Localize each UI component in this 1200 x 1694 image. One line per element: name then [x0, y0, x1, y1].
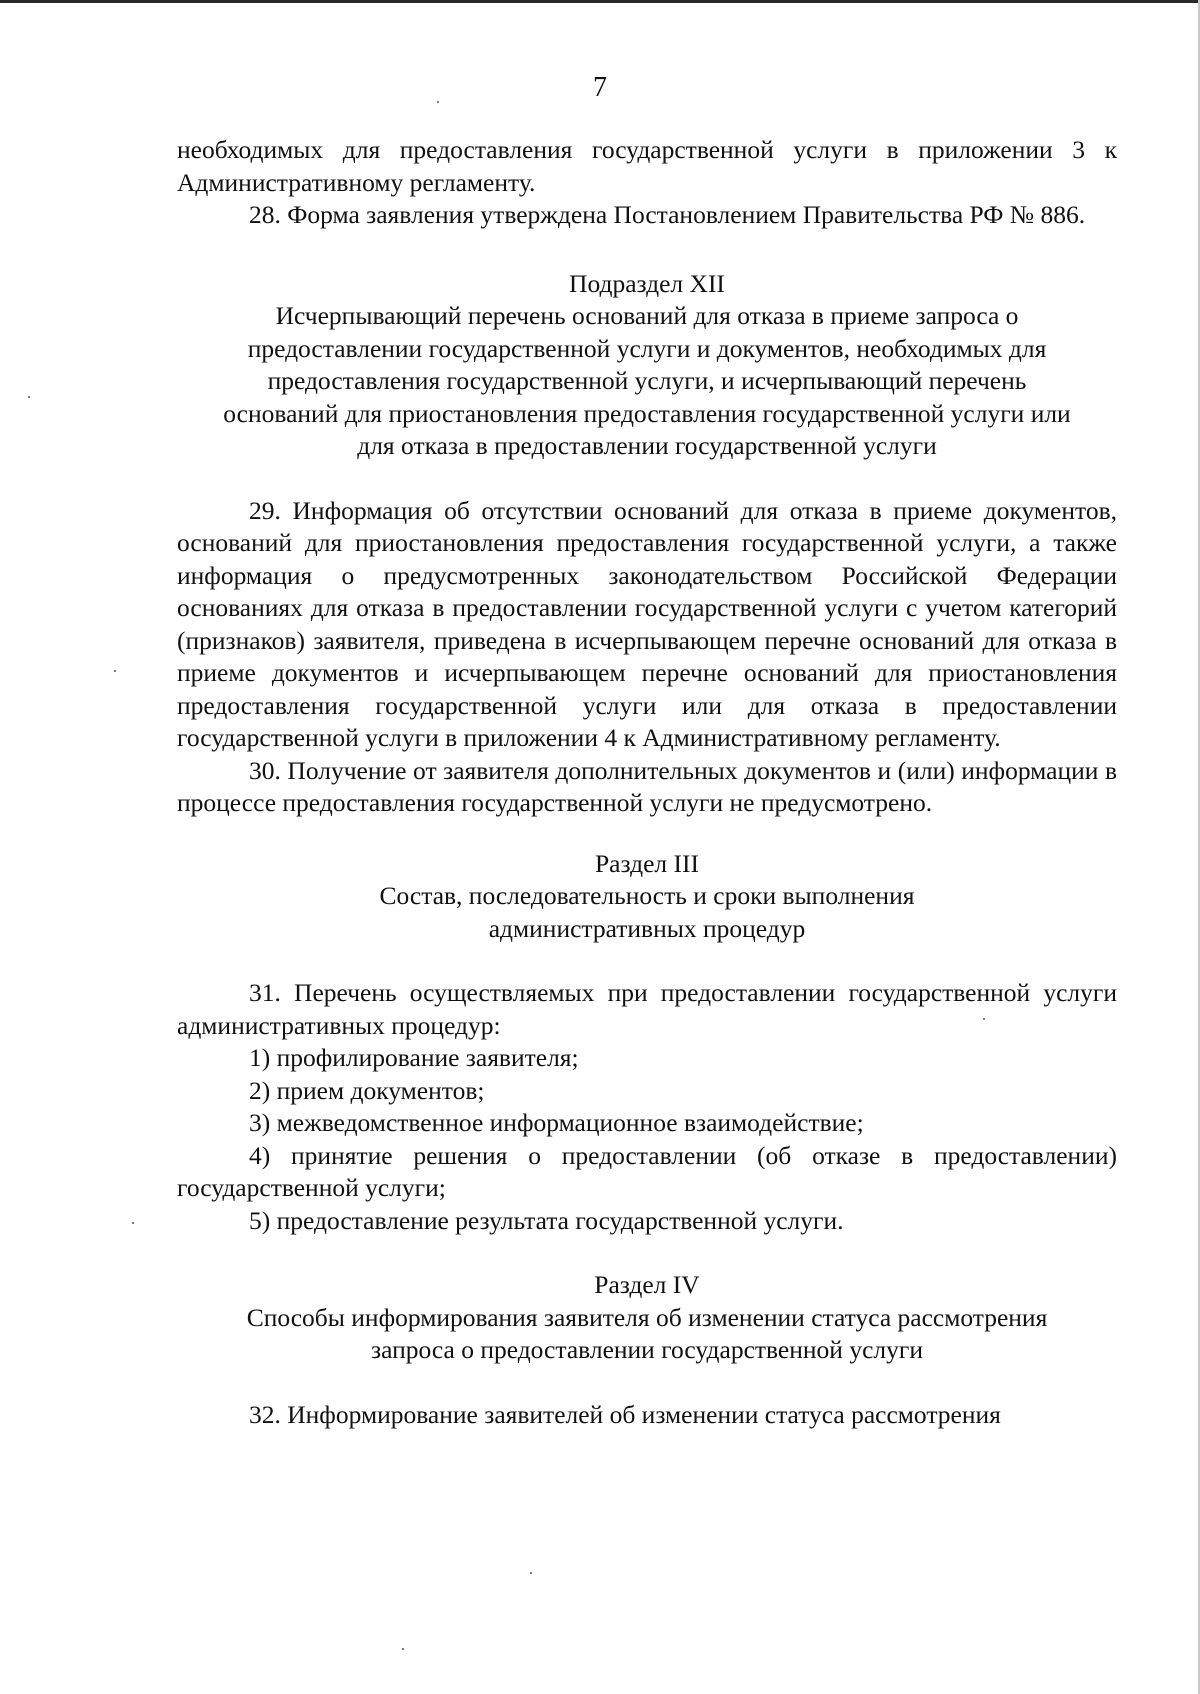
section-3-title-line: Состав, последовательность и сроки выполнения: [379, 881, 915, 910]
section-4-title-line: Способы информирования заявителя об изменении статуса рассмотрения: [246, 1302, 1048, 1332]
section-3-label: Раздел III: [595, 848, 699, 878]
spacer: [177, 1237, 1117, 1269]
procedure-item: 5) предоставление результата государственной услуги.: [249, 1205, 844, 1235]
procedure-item: 3) межведомственное информационное взаимодействие;: [249, 1108, 864, 1137]
paragraph-31: 31. Перечень осуществляемых при предоставлении государственной услуги административных процедур:: [177, 978, 1117, 1040]
section-3-title-line: административных процедур: [488, 913, 806, 943]
page-number: 7: [593, 72, 607, 103]
spacer: [177, 463, 1117, 495]
scan-speck: [530, 1572, 532, 1574]
subsection-12-label: Подраздел XII: [569, 268, 725, 298]
spacer: [177, 1367, 1117, 1399]
paragraph-28: 28. Форма заявления утверждена Постановлением Правительства РФ № 886.: [249, 200, 1086, 229]
subsection-12-title-line: предоставления государственной услуги, и исчерпывающий перечень: [267, 366, 1027, 395]
scan-top-border: [0, 0, 1200, 3]
spacer: [177, 945, 1117, 977]
paragraph-29: 29. Информация об отсутствии оснований для отказа в приеме документов, оснований для приостановления предоставления государственной услуги, а также информация о предусмотренных законодательством Российской Федерации основаниях для отказа в предоставлении государственной услуги с учетом категорий (признаков) заявителя, приведена в исчерпывающем перечне оснований для отказа в приеме документов и исчерпывающем перечне оснований для приостановления предоставления государственной услуги или для отказа в предоставлении государственной услуги в приложении 4 к Административному регламенту.: [177, 495, 1117, 752]
subsection-12-title-line: для отказа в предоставлении государственной услуги: [357, 431, 937, 460]
procedure-item: 1) профилирование заявителя;: [249, 1043, 579, 1072]
subsection-12-title-line: оснований для приостановления предоставления государственной услуги или: [223, 398, 1071, 428]
procedure-item: 4) принятие решения о предоставлении (об отказе в предоставлении) государственной услуги;: [177, 1140, 1117, 1202]
scan-speck: [114, 670, 116, 672]
spacer: [177, 820, 1117, 848]
section-4-label: Раздел IV: [594, 1270, 700, 1299]
paragraph-30: 30. Получение от заявителя дополнительных документов и (или) информации в процессе предоставления государственной услуги не предусмотрено.: [177, 755, 1117, 817]
document-body: [177, 134, 1117, 1431]
subsection-12-title-line: предоставлении государственной услуги и документов, необходимых для: [247, 333, 1047, 363]
procedure-item: 2) прием документов;: [249, 1075, 485, 1105]
spacer: [177, 232, 1117, 264]
scan-speck: [132, 1222, 134, 1224]
paragraph-32: 32. Информирование заявителей об изменении статуса рассмотрения: [249, 1399, 1001, 1429]
continued-paragraph: необходимых для предоставления государственной услуги в приложении 3 к Административному регламенту.: [177, 135, 1117, 197]
scan-speck: [28, 396, 30, 398]
subsection-12-title-line: Исчерпывающий перечень оснований для отказа в приеме запроса о: [275, 301, 1019, 330]
section-4-title-line: запроса о предоставлении государственной услуги: [371, 1335, 923, 1364]
scan-speck: [402, 1648, 404, 1650]
